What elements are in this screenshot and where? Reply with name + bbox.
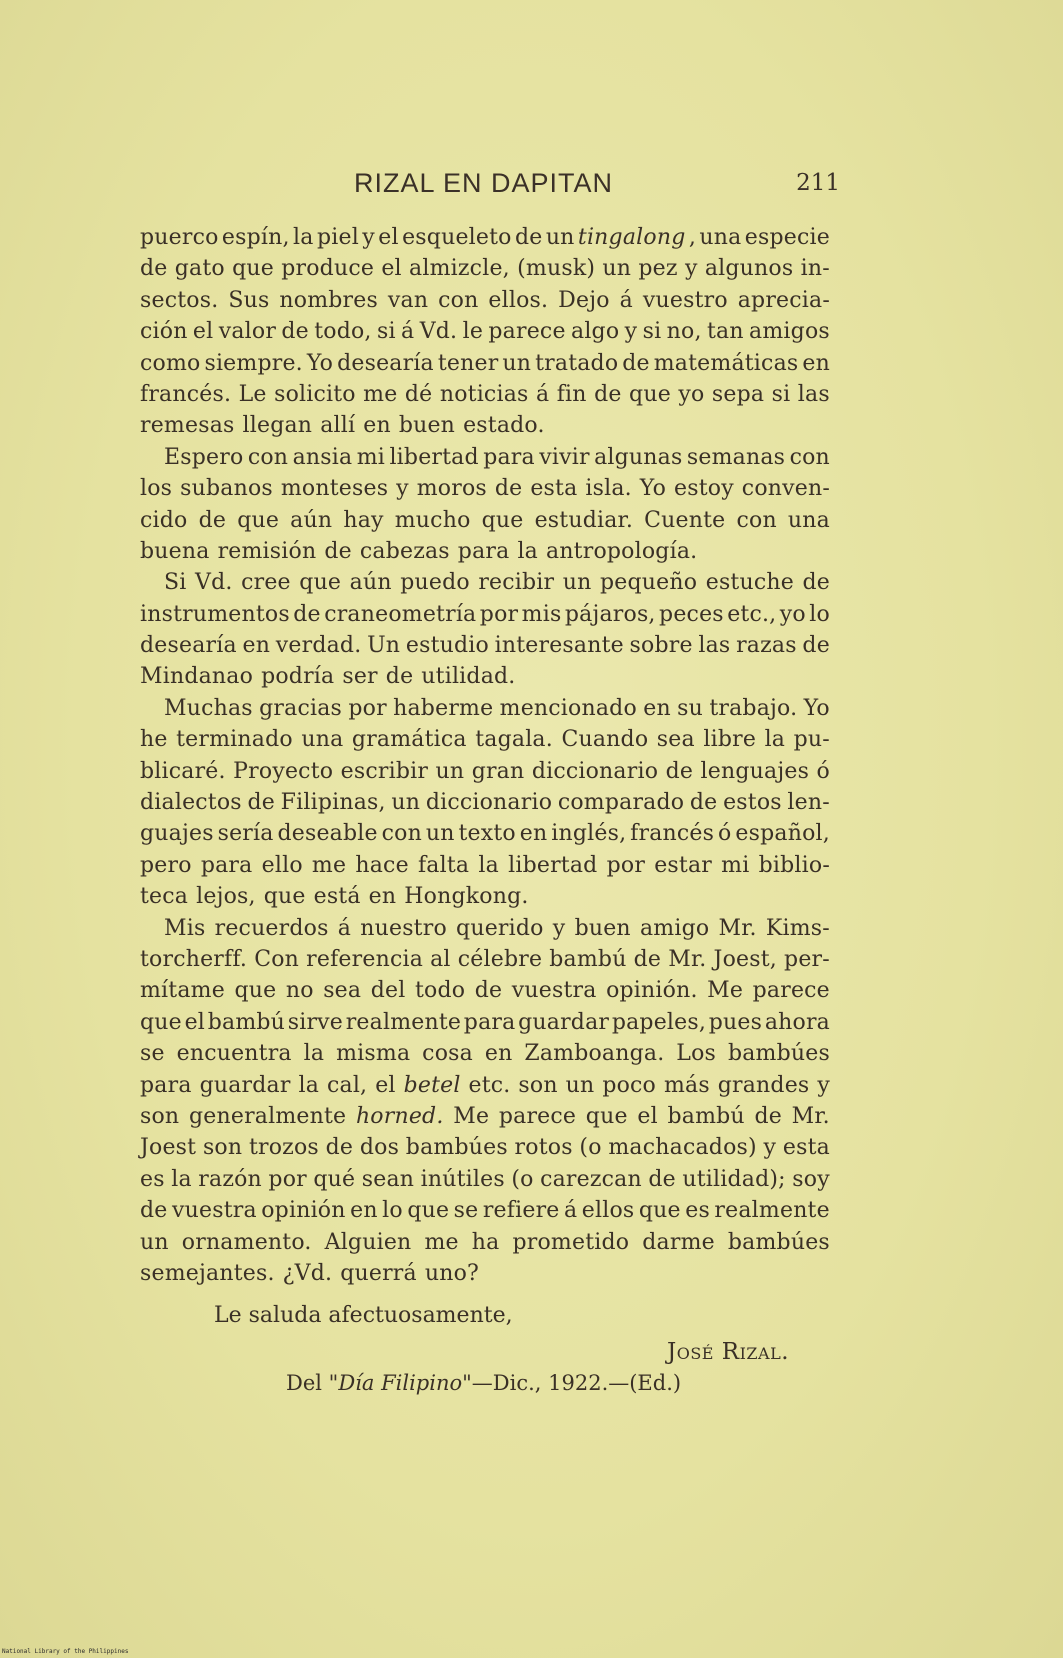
text-line: francés. Le solicito me dé noticias á fin de que yo sepa si las [140, 381, 830, 407]
text-line: un ornamento. Alguien me ha prometido darme bambúes [140, 1229, 830, 1255]
text-line: teca lejos, que está en Hongkong. [140, 884, 529, 910]
text-line: que el bambú sirve realmente para guardar papeles, pues ahora [140, 1009, 830, 1035]
text-line: como siempre. Yo desearía tener un tratado de matemáticas en [140, 350, 830, 376]
text-line: cido de que aún hay mucho que estudiar. Cuente con una [140, 507, 830, 533]
text-line: de vuestra opinión en lo que se refiere á ellos que es realmente [140, 1198, 830, 1224]
letter-body [140, 222, 830, 1289]
footer-credit: National Library of the Philippines [2, 1648, 129, 1655]
text-line: de gato que produce el almizcle, (musk) un pez y algunos in- [140, 256, 830, 282]
signature [667, 1339, 789, 1365]
running-title: RIZAL EN DAPITAN [354, 168, 614, 198]
text-line: Espero con ansia mi libertad para vivir algunas semanas con [164, 444, 830, 470]
text-line: Muchas gracias por haberme mencionado en su trabajo. Yo [164, 695, 830, 721]
text-line: Joest son trozos de dos bambúes rotos (o machacados) y esta [140, 1135, 830, 1161]
text-line: los subanos monteses y moros de esta isla. Yo estoy conven- [140, 476, 830, 502]
text-line: son generalmente horned. Me parece que el bambú de Mr. [140, 1103, 830, 1129]
text-line: sectos. Sus nombres van con ellos. Dejo á vuestro aprecia- [140, 287, 830, 313]
source-citation [286, 1371, 681, 1395]
signature-text: José Rizal. [667, 1339, 790, 1365]
running-head [140, 168, 840, 208]
closing-salutation: Le saluda afectuosamente, [214, 1303, 513, 1328]
text-line: dialectos de Filipinas, un diccionario comparado de estos len- [140, 790, 830, 816]
source-prefix: Del " [286, 1371, 339, 1395]
text-line: Si Vd. cree que aún puedo recibir un pequeño estuche de [164, 570, 830, 596]
source-title: Día Filipino [338, 1371, 463, 1395]
source-suffix: "—Dic., 1922.—(Ed.) [462, 1371, 682, 1395]
text-line: pero para ello me hace falta la libertad por estar mi biblio- [140, 852, 830, 878]
text-line: puerco espín, la piel y el esqueleto de un tingalong , una especie [140, 225, 830, 250]
page-number: 211 [796, 170, 840, 196]
text-line: instrumentos de craneometría por mis pájaros, peces etc., yo lo [140, 601, 830, 627]
text-line: buena remisión de cabezas para la antropología. [140, 538, 698, 564]
text-line: blicaré. Proyecto escribir un gran diccionario de lenguajes ó [140, 758, 830, 784]
text-line: es la razón por qué sean inútiles (o carezcan de utilidad); soy [140, 1166, 830, 1192]
text-line: para guardar la cal, el betel etc. son un poco más grandes y [140, 1072, 830, 1098]
text-line: torcherff. Con referencia al célebre bambú de Mr. Joest, per- [140, 946, 830, 972]
text-line: guajes sería deseable con un texto en inglés, francés ó español, [140, 821, 830, 847]
text-line: remesas llegan allí en buen estado. [140, 413, 545, 439]
text-line: se encuentra la misma cosa en Zamboanga. Los bambúes [140, 1041, 830, 1067]
text-line: he terminado una gramática tagala. Cuando sea libre la pu- [140, 727, 830, 753]
text-line: semejantes. ¿Vd. querrá uno? [140, 1260, 480, 1286]
text-line: desearía en verdad. Un estudio interesante sobre las razas de [140, 633, 830, 659]
text-line: Mindanao podría ser de utilidad. [140, 664, 516, 690]
text-line: ción el valor de todo, si á Vd. le parece algo y si no, tan amigos [140, 319, 830, 345]
text-line: mítame que no sea del todo de vuestra opinión. Me parece [140, 978, 830, 1004]
text-line: Mis recuerdos á nuestro querido y buen amigo Mr. Kims- [164, 915, 830, 941]
